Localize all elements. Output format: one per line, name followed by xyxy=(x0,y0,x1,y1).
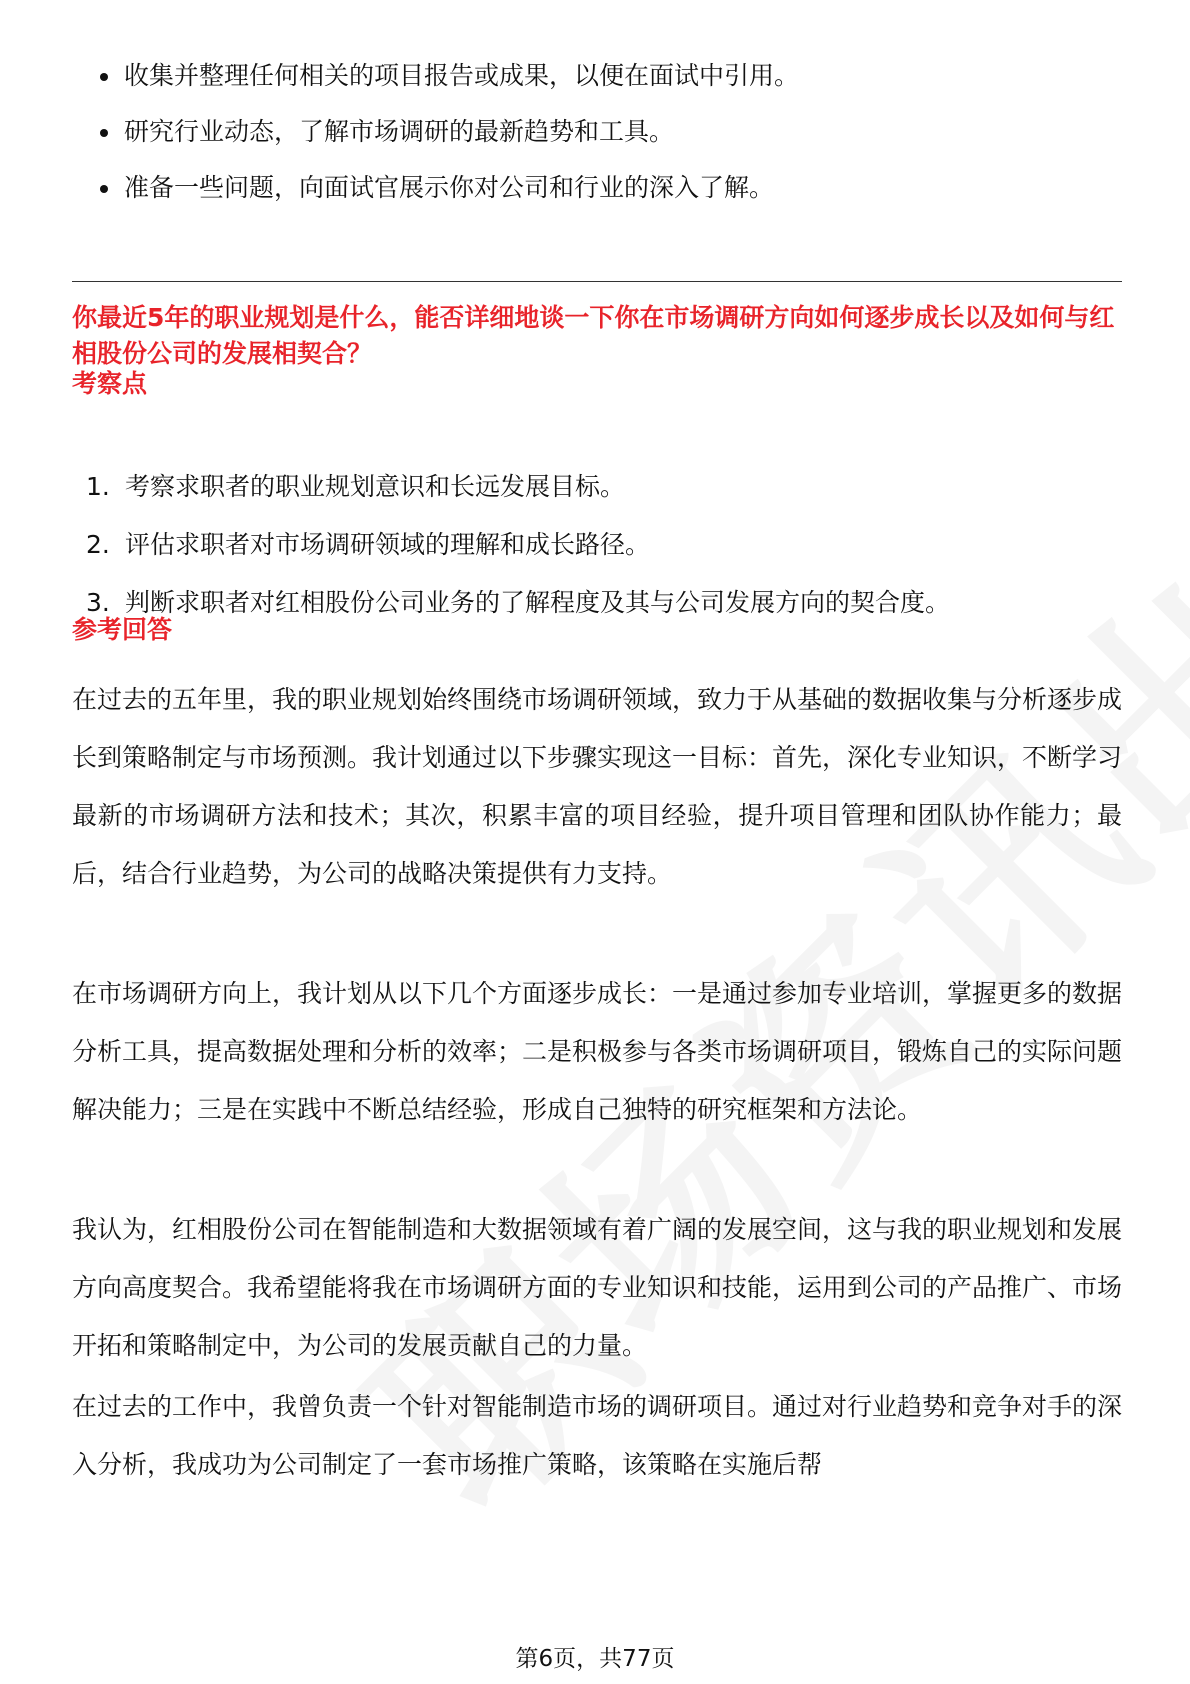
exam-point-number: 1. xyxy=(86,472,110,501)
interview-question: 你最近5年的职业规划是什么，能否详细地谈一下你在市场调研方向如何逐步成长以及如何与红相股份公司的发展相契合？ xyxy=(72,303,1115,368)
bullet-dot-icon xyxy=(100,73,108,81)
bullet-text: 收集并整理任何相关的项目报告或成果，以便在面试中引用。 xyxy=(124,61,800,90)
bullet-dot-icon xyxy=(100,185,108,193)
answer-paragraph: 在过去的五年里，我的职业规划始终围绕市场调研领域，致力于从基础的数据收集与分析逐步成长到策略制定与市场预测。我计划通过以下步骤实现这一目标：首先，深化专业知识，不断学习最新的市场调研方法和技术；其次，积累丰富的项目经验，提升项目管理和团队协作能力；最后，结合行业趋势，为公司的战略决策提供有力支持。 xyxy=(72,685,1123,888)
bullet-text: 研究行业动态，了解市场调研的最新趋势和工具。 xyxy=(124,117,675,146)
page-number: 第6页，共77页 xyxy=(515,1646,675,1672)
section-divider xyxy=(72,281,1122,282)
exam-point-number: 3. xyxy=(86,588,110,617)
answer-paragraph: 在市场调研方向上，我计划从以下几个方面逐步成长：一是通过参加专业培训，掌握更多的数据分析工具，提高数据处理和分析的效率；二是积极参与各类市场调研项目，锻炼自己的实际问题解决能力；三是在实践中不断总结经验，形成自己独特的研究框架和方法论。 xyxy=(72,979,1123,1124)
reference-answer-title: 参考回答 xyxy=(72,615,173,644)
bullet-item xyxy=(72,114,1122,150)
answer-paragraph: 我认为，红相股份公司在智能制造和大数据领域有着广阔的发展空间，这与我的职业规划和发展方向高度契合。我希望能将我在市场调研方面的专业知识和技能，运用到公司的产品推广、市场开拓和策略制定中，为公司的发展贡献自己的力量。 xyxy=(72,1215,1123,1360)
exam-point-item xyxy=(72,585,1132,621)
bullet-dot-icon xyxy=(100,129,108,137)
exam-point-item xyxy=(72,527,1132,563)
exam-point-item xyxy=(72,469,1132,505)
exam-points-list xyxy=(72,469,1132,643)
exam-point-text: 考察求职者的职业规划意识和长远发展目标。 xyxy=(125,472,626,501)
bullet-item xyxy=(72,58,1122,94)
answer-paragraph: 在过去的工作中，我曾负责一个针对智能制造市场的调研项目。通过对行业趋势和竞争对手的深入分析，我成功为公司制定了一套市场推广策略，该策略在实施后帮 xyxy=(72,1392,1123,1479)
bullet-list xyxy=(72,58,1122,226)
exam-points-title: 考察点 xyxy=(72,369,148,398)
exam-point-text: 判断求职者对红相股份公司业务的了解程度及其与公司发展方向的契合度。 xyxy=(125,588,951,617)
bullet-text: 准备一些问题，向面试官展示你对公司和行业的深入了解。 xyxy=(124,173,775,202)
exam-point-number: 2. xyxy=(86,530,110,559)
bullet-item xyxy=(72,170,1122,206)
exam-point-text: 评估求职者对市场调研领域的理解和成长路径。 xyxy=(125,530,651,559)
